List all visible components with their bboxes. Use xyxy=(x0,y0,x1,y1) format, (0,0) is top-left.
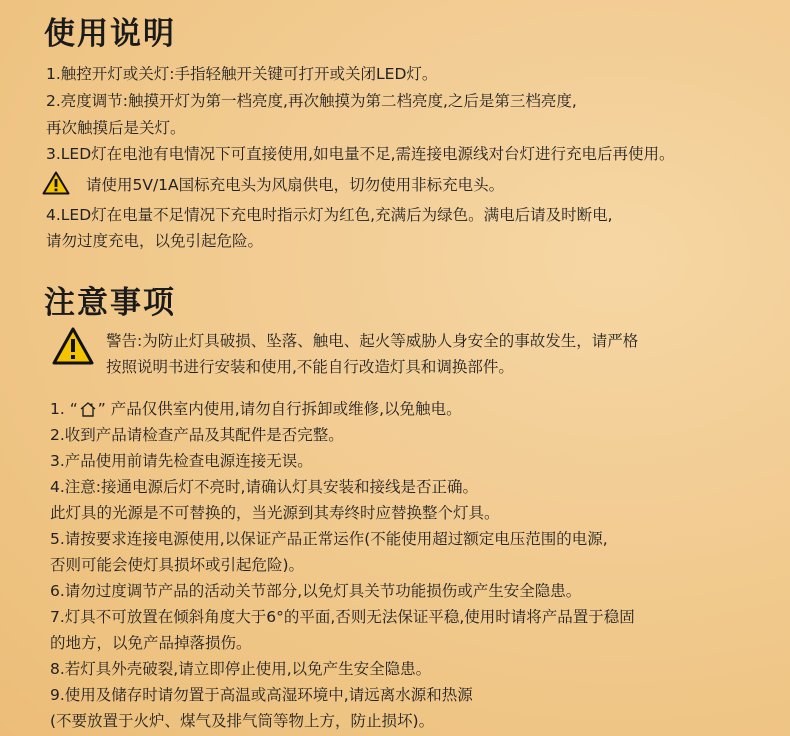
notes-item-1-prefix: 1. “ xyxy=(50,400,78,418)
notes-item-7: 7.灯具不可放置在倾斜角度大于6°的平面,否则无法保证平稳,使用时请将产品置于稳固 xyxy=(50,608,635,626)
notes-warning-line-1: 警告:为防止灯具破损、坠落、触电、起火等威胁人身安全的事故发生，请严格 xyxy=(106,332,639,350)
notes-item-2: 2.收到产品请检查产品及其配件是否完整。 xyxy=(50,426,344,444)
usage-item-2: 2.亮度调节:触摸开灯为第一档亮度,再次触摸为第二档亮度,之后是第三档亮度, xyxy=(46,92,577,110)
notes-item-1 xyxy=(50,399,462,419)
usage-title: 使用说明 xyxy=(44,16,176,52)
usage-item-3: 3.LED灯在电池有电情况下可直接使用,如电量不足,需连接电源线对台灯进行充电后再使用。 xyxy=(46,145,675,163)
notes-item-1-suffix: ” 产品仅供室内使用,请勿自行拆卸或维修,以免触电。 xyxy=(97,400,462,418)
usage-item-2-cont: 再次触摸后是关灯。 xyxy=(46,119,186,137)
notes-item-4-cont: 此灯具的光源是不可替换的，当光源到其寿终时应替换整个灯具。 xyxy=(50,504,500,522)
notes-title: 注意事项 xyxy=(44,285,176,321)
house-icon xyxy=(79,401,97,417)
notes-item-5: 5.请按要求连接电源使用,以保证产品正常运作(不能使用超过额定电压范围的电源, xyxy=(50,530,608,548)
notes-item-8: 8.若灯具外壳破裂,请立即停止使用,以免产生安全隐患。 xyxy=(50,660,432,678)
usage-item-1: 1.触控开灯或关灯:手指轻触开关键可打开或关闭LED灯。 xyxy=(46,65,438,83)
notes-item-9: 9.使用及储存时请勿置于高温或高湿环境中,请远离水源和热源 xyxy=(50,686,473,704)
usage-item-4-cont: 请勿过度充电，以免引起危险。 xyxy=(46,232,264,250)
usage-item-4: 4.LED灯在电量不足情况下充电时指示灯为红色,充满后为绿色。满电后请及时断电, xyxy=(46,206,613,224)
usage-warning: 请使用5V/1A国标充电头为风扇供电，切勿使用非标充电头。 xyxy=(86,176,505,194)
notes-item-3: 3.产品使用前请先检查电源连接无误。 xyxy=(50,452,313,470)
warning-triangle-icon xyxy=(42,171,70,195)
notes-item-7-cont: 的地方，以免产品掉落损伤。 xyxy=(50,634,252,652)
notes-warning-line-2: 按照说明书进行安装和使用,不能自行改造灯具和调换部件。 xyxy=(106,358,514,376)
notes-item-5-cont: 否则可能会使灯具损坏或引起危险)。 xyxy=(50,556,305,574)
notes-item-4: 4.注意:接通电源后灯不亮时,请确认灯具安装和接线是否正确。 xyxy=(50,478,478,496)
notes-item-9-cont: (不要放置于火炉、煤气及排气筒等物上方，防止损坏)。 xyxy=(50,712,435,730)
notes-item-6: 6.请勿过度调节产品的活动关节部分,以免灯具关节功能损伤或产生安全隐患。 xyxy=(50,582,582,600)
warning-triangle-icon xyxy=(52,327,94,365)
